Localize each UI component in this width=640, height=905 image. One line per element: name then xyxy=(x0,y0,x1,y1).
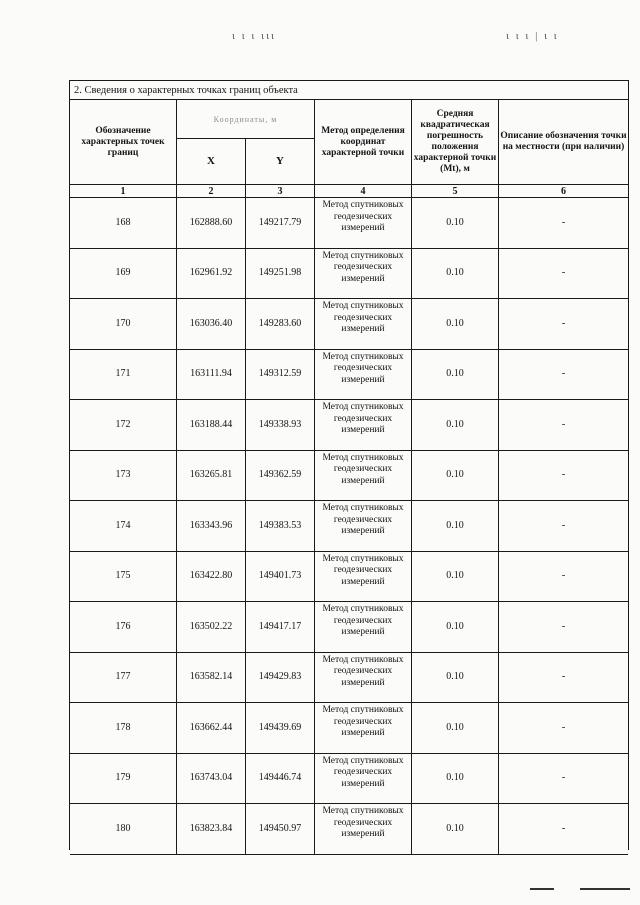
cell-method: Метод спутниковых геодезических измерений xyxy=(315,653,412,704)
column-number-2: 2 xyxy=(177,185,246,198)
cell-method: Метод спутниковых геодезических измерений xyxy=(315,804,412,855)
cell-accuracy: 0.10 xyxy=(412,350,499,401)
cell-point: 176 xyxy=(70,602,177,653)
column-number-4: 4 xyxy=(315,185,412,198)
cell-method: Метод спутниковых геодезических измерений xyxy=(315,552,412,603)
cell-x: 163036.40 xyxy=(177,299,246,350)
header-x: X xyxy=(177,139,246,185)
cell-method: Метод спутниковых геодезических измерений xyxy=(315,249,412,300)
cell-marking: - xyxy=(499,400,628,451)
cell-x: 162888.60 xyxy=(177,198,246,249)
cell-point: 180 xyxy=(70,804,177,855)
cell-y: 149450.97 xyxy=(246,804,315,855)
cell-y: 149283.60 xyxy=(246,299,315,350)
cell-y: 149439.69 xyxy=(246,703,315,754)
cell-y: 149429.83 xyxy=(246,653,315,704)
header-coordinates: Координаты, м xyxy=(177,100,315,139)
cell-method: Метод спутниковых геодезических измерений xyxy=(315,602,412,653)
cell-marking: - xyxy=(499,804,628,855)
column-number-1: 1 xyxy=(70,185,177,198)
cell-method: Метод спутниковых геодезических измерений xyxy=(315,400,412,451)
cell-accuracy: 0.10 xyxy=(412,552,499,603)
cell-accuracy: 0.10 xyxy=(412,299,499,350)
page-edge-mark xyxy=(580,888,630,890)
cell-x: 163743.04 xyxy=(177,754,246,805)
cell-method: Метод спутниковых геодезических измерений xyxy=(315,299,412,350)
cell-method: Метод спутниковых геодезических измерений xyxy=(315,501,412,552)
cell-y: 149362.59 xyxy=(246,451,315,502)
cell-y: 149401.73 xyxy=(246,552,315,603)
cell-x: 163188.44 xyxy=(177,400,246,451)
cell-point: 172 xyxy=(70,400,177,451)
cell-point: 173 xyxy=(70,451,177,502)
cell-point: 179 xyxy=(70,754,177,805)
cell-accuracy: 0.10 xyxy=(412,249,499,300)
cell-marking: - xyxy=(499,754,628,805)
cell-point: 171 xyxy=(70,350,177,401)
cell-marking: - xyxy=(499,653,628,704)
cell-marking: - xyxy=(499,350,628,401)
cell-method: Метод спутниковых геодезических измерений xyxy=(315,703,412,754)
cell-y: 149446.74 xyxy=(246,754,315,805)
column-number-5: 5 xyxy=(412,185,499,198)
header-accuracy: Средняя квадратическая погрешность положения характерной точки (Mt), м xyxy=(412,100,499,185)
cell-x: 163662.44 xyxy=(177,703,246,754)
cell-x: 163265.81 xyxy=(177,451,246,502)
page-edge-mark xyxy=(530,888,554,890)
cell-x: 163111.94 xyxy=(177,350,246,401)
cell-method: Метод спутниковых геодезических измерений xyxy=(315,754,412,805)
cell-marking: - xyxy=(499,299,628,350)
boundary-points-table xyxy=(69,80,629,850)
cell-accuracy: 0.10 xyxy=(412,198,499,249)
cell-x: 163502.22 xyxy=(177,602,246,653)
cell-accuracy: 0.10 xyxy=(412,451,499,502)
cell-accuracy: 0.10 xyxy=(412,703,499,754)
cell-marking: - xyxy=(499,602,628,653)
cell-accuracy: 0.10 xyxy=(412,400,499,451)
cell-y: 149338.93 xyxy=(246,400,315,451)
cell-marking: - xyxy=(499,451,628,502)
header-y: Y xyxy=(246,139,315,185)
cell-point: 178 xyxy=(70,703,177,754)
cell-method: Метод спутниковых геодезических измерений xyxy=(315,198,412,249)
cell-x: 163823.84 xyxy=(177,804,246,855)
cell-point: 170 xyxy=(70,299,177,350)
cell-accuracy: 0.10 xyxy=(412,653,499,704)
cell-accuracy: 0.10 xyxy=(412,501,499,552)
cell-x: 163343.96 xyxy=(177,501,246,552)
cell-y: 149251.98 xyxy=(246,249,315,300)
cell-marking: - xyxy=(499,703,628,754)
cell-x: 162961.92 xyxy=(177,249,246,300)
cell-point: 168 xyxy=(70,198,177,249)
running-head-left: ι ι ι ιιι xyxy=(232,30,277,42)
cell-y: 149312.59 xyxy=(246,350,315,401)
cell-method: Метод спутниковых геодезических измерений xyxy=(315,451,412,502)
header-marking: Описание обозначения точки на местности (при наличии) xyxy=(499,100,628,185)
running-head-right: ι ι ι | ι ι xyxy=(506,30,559,42)
cell-accuracy: 0.10 xyxy=(412,804,499,855)
header-method: Метод определения координат характерной точки xyxy=(315,100,412,185)
cell-accuracy: 0.10 xyxy=(412,754,499,805)
cell-point: 174 xyxy=(70,501,177,552)
cell-y: 149383.53 xyxy=(246,501,315,552)
cell-method: Метод спутниковых геодезических измерений xyxy=(315,350,412,401)
cell-point: 169 xyxy=(70,249,177,300)
cell-marking: - xyxy=(499,198,628,249)
cell-accuracy: 0.10 xyxy=(412,602,499,653)
cell-marking: - xyxy=(499,249,628,300)
cell-point: 175 xyxy=(70,552,177,603)
cell-point: 177 xyxy=(70,653,177,704)
cell-marking: - xyxy=(499,501,628,552)
cell-y: 149417.17 xyxy=(246,602,315,653)
column-number-6: 6 xyxy=(499,185,628,198)
cell-x: 163582.14 xyxy=(177,653,246,704)
cell-marking: - xyxy=(499,552,628,603)
header-point: Обозначение характерных точек границ xyxy=(70,100,177,185)
column-number-3: 3 xyxy=(246,185,315,198)
section-title: 2. Сведения о характерных точках границ объекта xyxy=(70,81,628,100)
cell-x: 163422.80 xyxy=(177,552,246,603)
cell-y: 149217.79 xyxy=(246,198,315,249)
